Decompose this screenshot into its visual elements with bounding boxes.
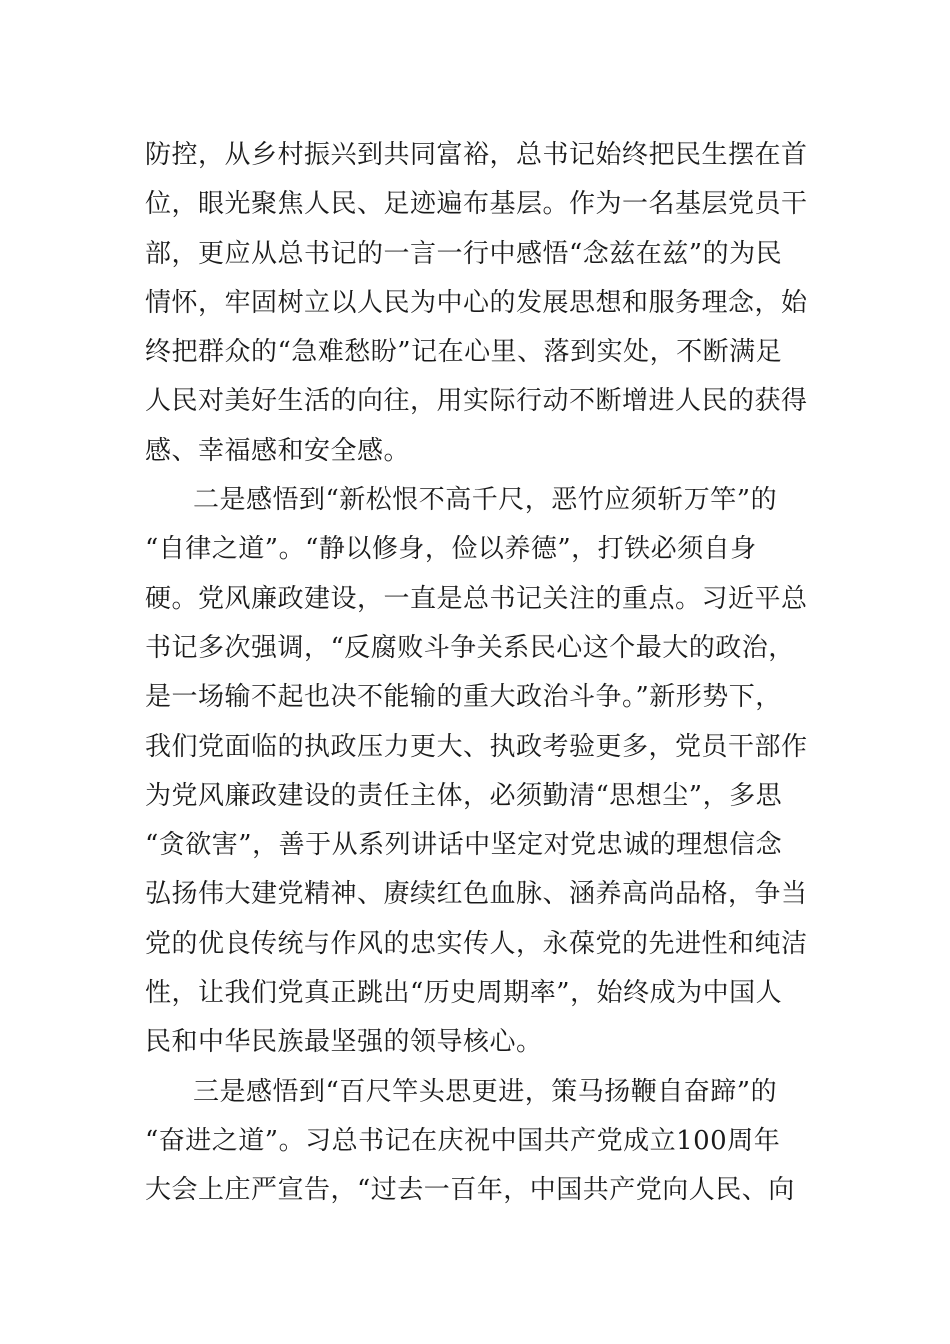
text-line: 人民对美好生活的向往，用实际行动不断增进人民的获得	[145, 386, 808, 417]
text-line: 位，眼光聚焦人民、足迹遍布基层。作为一名基层党员干	[145, 189, 808, 220]
text-line: 书记多次强调，“反腐败斗争关系民心这个最大的政治，	[145, 632, 795, 663]
text-line: “贪欲害”，善于从系列讲话中坚定对党忠诚的理想信念	[145, 830, 783, 861]
text-line: 大会上庄严宣告，“过去一百年，中国共产党向人民、向	[145, 1175, 795, 1206]
text-line: 是一场输不起也决不能输的重大政治斗争。”新形势下，	[145, 682, 782, 713]
text-line: 弘扬伟大建党精神、赓续红色血脉、涵养高尚品格，争当	[145, 879, 808, 910]
text-line: 部，更应从总书记的一言一行中感悟“念兹在兹”的为民	[145, 238, 783, 269]
text-line: 情怀，牢固树立以人民为中心的发展思想和服务理念，始	[145, 287, 808, 318]
paragraph-start-line: 三是感悟到“百尺竿头思更进，策马扬鞭自奋蹄”的	[193, 1076, 778, 1107]
text-line: 硬。党风廉政建设，一直是总书记关注的重点。习近平总	[145, 583, 808, 614]
text-line: 感、幸福感和安全感。	[145, 435, 411, 466]
text-line: 性，让我们党真正跳出“历史周期率”，始终成为中国人	[145, 978, 783, 1009]
text-line: “奋进之道”。习总书记在庆祝中国共产党成立100周年	[145, 1125, 781, 1156]
text-line: 我们党面临的执政压力更大、执政考验更多，党员干部作	[145, 731, 808, 762]
paragraph-start-line: 二是感悟到“新松恨不高千尺，恶竹应须斩万竿”的	[193, 485, 778, 516]
text-line: 民和中华民族最坚强的领导核心。	[145, 1027, 543, 1058]
text-line: 党的优良传统与作风的忠实传人，永葆党的先进性和纯洁	[145, 928, 808, 959]
text-line: 终把群众的“急难愁盼”记在心里、落到实处，不断满足	[145, 337, 783, 368]
body-text	[145, 131, 810, 1216]
text-line: 为党风廉政建设的责任主体，必须勤清“思想尘”，多思	[145, 780, 783, 811]
text-line: 防控，从乡村振兴到共同富裕，总书记始终把民生摆在首	[145, 140, 808, 170]
text-line: “自律之道”。“静以修身，俭以养德”，打铁必须自身	[145, 534, 757, 565]
